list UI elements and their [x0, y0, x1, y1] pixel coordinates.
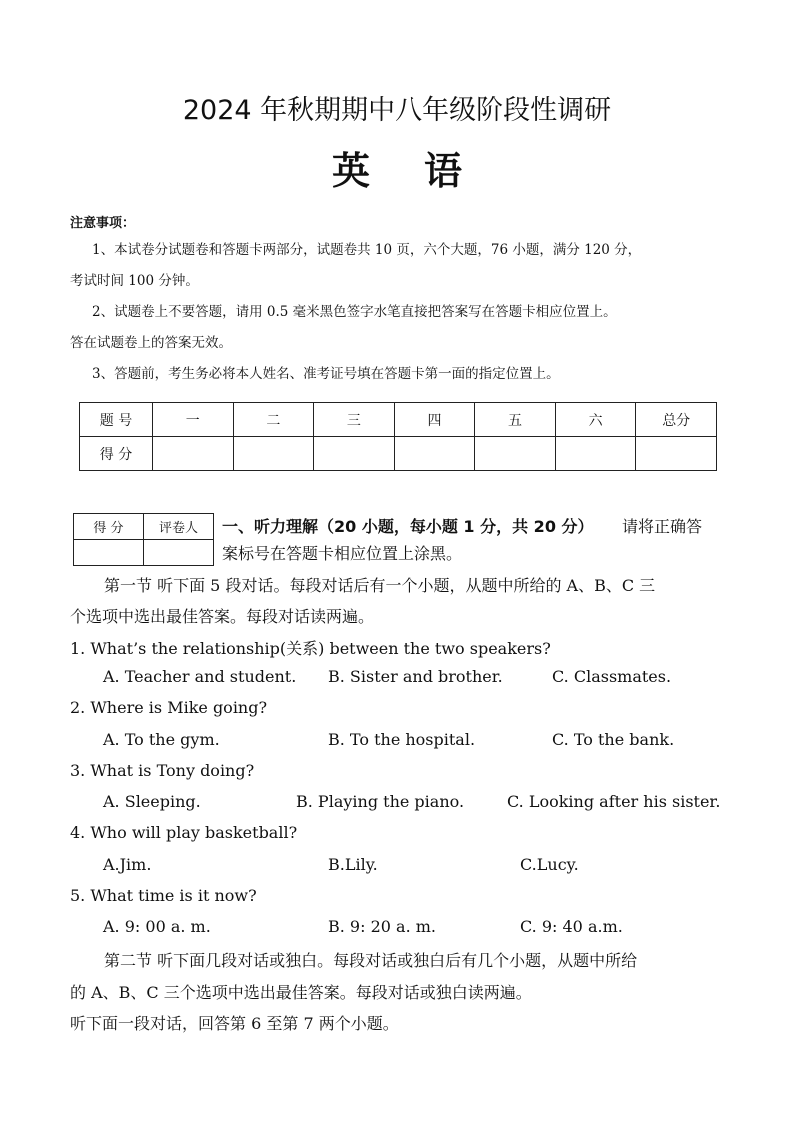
- score-cell: [475, 437, 556, 471]
- section-1-instruction-b: 案标号在答题卡相应位置上涂黑。: [222, 544, 463, 563]
- score-table-col-5: 五: [475, 403, 556, 437]
- grader-box: [73, 513, 214, 566]
- part-1-intro-line-2: 个选项中选出最佳答案。每段对话读两遍。: [70, 607, 375, 626]
- grader-box-grader-label: 评卷人: [144, 514, 214, 540]
- subject-title: 英语: [331, 148, 516, 193]
- question-1-option-c: C. Classmates.: [552, 667, 672, 686]
- question-5-option-c: C. 9: 40 a.m.: [520, 917, 623, 936]
- part-2-intro-line-1: 第二节 听下面几段对话或独白。每段对话或独白后有几个小题，从题中所给: [104, 951, 638, 970]
- notice-item-1-line-1: 1、本试卷分试题卷和答题卡两部分，试题卷共 10 页，六个大题，76 小题，满分 120 分，: [92, 242, 642, 258]
- question-2-option-c: C. To the bank.: [552, 730, 675, 749]
- score-cell: [555, 437, 636, 471]
- question-3-option-c: C. Looking after his sister.: [507, 792, 721, 811]
- exam-title: 2024 年秋期期中八年级阶段性调研: [182, 95, 612, 126]
- question-1-option-b: B. Sister and brother.: [328, 667, 503, 686]
- score-table-col-2: 二: [233, 403, 314, 437]
- score-cell: [233, 437, 314, 471]
- notice-item-2-line-2: 答在试题卷上的答案无效。: [70, 335, 232, 351]
- question-4-option-a: A.Jim.: [103, 855, 152, 874]
- score-table-col-3: 三: [314, 403, 395, 437]
- section-1-heading: 一、听力理解（20 小题，每小题 1 分，共 20 分）: [222, 517, 594, 536]
- notice-item-2-line-1: 2、试题卷上不要答题，请用 0.5 毫米黑色签字水笔直接把答案写在答题卡相应位置上。: [92, 304, 617, 320]
- question-3-option-a: A. Sleeping.: [103, 792, 201, 811]
- grader-box-score-label: 得 分: [74, 514, 144, 540]
- part-1-intro-line-1: 第一节 听下面 5 段对话。每段对话后有一个小题，从题中所给的 A、B、C 三: [104, 576, 656, 595]
- score-cell: [314, 437, 395, 471]
- question-5-option-b: B. 9: 20 a. m.: [328, 917, 436, 936]
- question-4-option-c: C.Lucy.: [520, 855, 579, 874]
- notice-heading: 注意事项：: [70, 216, 136, 231]
- score-table-col-6: 六: [555, 403, 636, 437]
- score-table-label-score: 得 分: [80, 437, 153, 471]
- score-table-score-row: [80, 437, 717, 471]
- question-3-option-b: B. Playing the piano.: [296, 792, 465, 811]
- question-5-option-a: A. 9: 00 a. m.: [103, 917, 211, 936]
- score-table-col-4: 四: [394, 403, 475, 437]
- part-2-intro-line-3: 听下面一段对话，回答第 6 至第 7 两个小题。: [70, 1014, 399, 1033]
- score-table-header-row: [80, 403, 717, 437]
- score-cell: [636, 437, 717, 471]
- question-1-option-a: A. Teacher and student.: [103, 667, 297, 686]
- notice-item-1-line-2: 考试时间 100 分钟。: [70, 273, 199, 289]
- question-5-stem: 5. What time is it now?: [70, 886, 257, 905]
- part-2-intro-line-2: 的 A、B、C 三个选项中选出最佳答案。每段对话或独白读两遍。: [70, 983, 532, 1002]
- question-4-option-b: B.Lily.: [328, 855, 378, 874]
- notice-item-3: 3、答题前，考生务必将本人姓名、准考证号填在答题卡第一面的指定位置上。: [92, 366, 560, 382]
- question-2-stem: 2. Where is Mike going?: [70, 698, 268, 717]
- section-1-instruction-a: 请将正确答: [622, 517, 703, 536]
- grader-box-grader-cell: [144, 540, 214, 566]
- score-table-col-total: 总分: [636, 403, 717, 437]
- question-1-stem: 1. What’s the relationship(关系) between the two speakers?: [70, 639, 551, 658]
- question-4-stem: 4. Who will play basketball?: [70, 823, 298, 842]
- score-table-col-1: 一: [153, 403, 234, 437]
- score-cell: [153, 437, 234, 471]
- score-cell: [394, 437, 475, 471]
- score-table-label-number: 题 号: [80, 403, 153, 437]
- question-2-option-a: A. To the gym.: [103, 730, 220, 749]
- question-3-stem: 3. What is Tony doing?: [70, 761, 255, 780]
- score-table: [79, 402, 717, 471]
- question-2-option-b: B. To the hospital.: [328, 730, 476, 749]
- grader-box-score-cell: [74, 540, 144, 566]
